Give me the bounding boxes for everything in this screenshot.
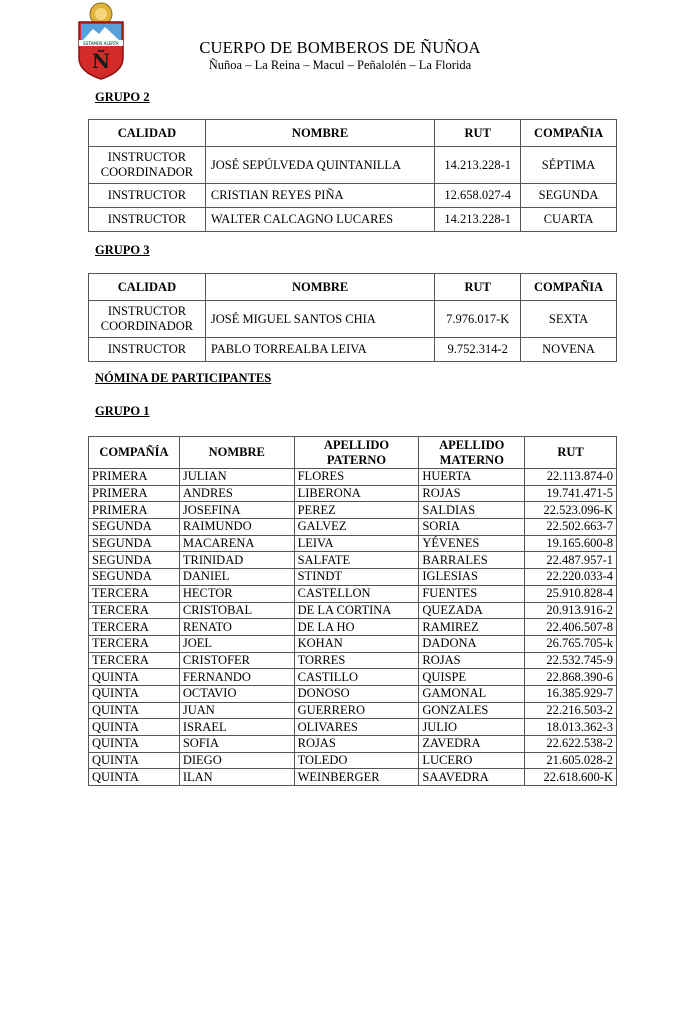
table-row <box>89 669 617 686</box>
cell-rut: 18.013.362-3 <box>525 719 617 736</box>
cell-apellido-materno: FUENTES <box>419 585 525 602</box>
table-header-row <box>89 274 617 301</box>
table-row <box>89 485 617 502</box>
cell-rut: 9.752.314-2 <box>435 338 521 362</box>
col-calidad: CALIDAD <box>89 120 206 147</box>
cell-apellido-materno: RAMIREZ <box>419 619 525 636</box>
cell-apellido-paterno: ROJAS <box>294 736 419 753</box>
cell-apellido-materno: ROJAS <box>419 652 525 669</box>
cell-rut: 26.765.705-k <box>525 635 617 652</box>
cell-apellido-materno: QUEZADA <box>419 602 525 619</box>
cell-rut: 7.976.017-K <box>435 301 521 338</box>
cell-apellido-paterno: LIBERONA <box>294 485 419 502</box>
table-row <box>89 301 617 338</box>
cell-apellido-paterno: FLORES <box>294 469 419 486</box>
cell-apellido-materno: GAMONAL <box>419 685 525 702</box>
table-header-row <box>89 120 617 147</box>
cell-nombre: JOEL <box>179 635 294 652</box>
cell-rut: 22.523.096-K <box>525 502 617 519</box>
cell-apellido-materno: HUERTA <box>419 469 525 486</box>
cell-compania: QUINTA <box>89 769 180 786</box>
cell-compania: QUINTA <box>89 719 180 736</box>
cell-rut: 22.502.663-7 <box>525 519 617 536</box>
cell-compania: SEXTA <box>521 301 617 338</box>
table-row <box>89 208 617 232</box>
cell-compania: TERCERA <box>89 635 180 652</box>
cell-rut: 19.165.600-8 <box>525 535 617 552</box>
grupo2-label: GRUPO 2 <box>95 90 150 104</box>
cell-nombre: ILAN <box>179 769 294 786</box>
cell-compania: PRIMERA <box>89 502 180 519</box>
cell-apellido-paterno: KOHAN <box>294 635 419 652</box>
table-row <box>89 635 617 652</box>
cell-apellido-paterno: DE LA CORTINA <box>294 602 419 619</box>
table-row <box>89 147 617 184</box>
col-apellido-materno: APELLIDO MATERNO <box>419 437 525 469</box>
cell-nombre: JOSÉ MIGUEL SANTOS CHIA <box>205 301 434 338</box>
cell-rut: 22.406.507-8 <box>525 619 617 636</box>
cell-compania: NOVENA <box>521 338 617 362</box>
col-apellido-paterno: APELLIDO PATERNO <box>294 437 419 469</box>
cell-rut: 12.658.027-4 <box>435 184 521 208</box>
cell-nombre: CRISTOBAL <box>179 602 294 619</box>
cell-nombre: PABLO TORREALBA LEIVA <box>205 338 434 362</box>
svg-text:ESTAMOS ALERTA: ESTAMOS ALERTA <box>83 41 119 46</box>
col-calidad: CALIDAD <box>89 274 206 301</box>
bomberos-logo <box>75 2 127 80</box>
cell-apellido-materno: IGLESIAS <box>419 569 525 586</box>
table-row <box>89 502 617 519</box>
cell-rut: 22.487.957-1 <box>525 552 617 569</box>
cell-nombre: JULIAN <box>179 469 294 486</box>
cell-rut: 20.913.916-2 <box>525 602 617 619</box>
cell-compania: CUARTA <box>521 208 617 232</box>
cell-apellido-materno: SORIA <box>419 519 525 536</box>
cell-calidad: INSTRUCTOR COORDINADOR <box>89 301 206 338</box>
cell-nombre: DIEGO <box>179 752 294 769</box>
cell-compania: SÉPTIMA <box>521 147 617 184</box>
table-row <box>89 519 617 536</box>
cell-nombre: RAIMUNDO <box>179 519 294 536</box>
cell-rut: 22.113.874-0 <box>525 469 617 486</box>
cell-compania: SEGUNDA <box>89 535 180 552</box>
table-row <box>89 535 617 552</box>
cell-nombre: TRINIDAD <box>179 552 294 569</box>
col-nombre: NOMBRE <box>179 437 294 469</box>
col-compania: COMPAÑIA <box>521 274 617 301</box>
grupo1-label: GRUPO 1 <box>95 404 150 418</box>
cell-apellido-materno: GONZALES <box>419 702 525 719</box>
table-row <box>89 769 617 786</box>
cell-apellido-paterno: DONOSO <box>294 685 419 702</box>
page-subtitle: Ñuñoa – La Reina – Macul – Peñalolén – La Florida <box>208 58 472 72</box>
table-row <box>89 469 617 486</box>
cell-apellido-paterno: PEREZ <box>294 502 419 519</box>
cell-apellido-materno: LUCERO <box>419 752 525 769</box>
col-compania: COMPAÑIA <box>521 120 617 147</box>
cell-calidad: INSTRUCTOR <box>89 338 206 362</box>
col-nombre: NOMBRE <box>205 120 434 147</box>
cell-apellido-paterno: OLIVARES <box>294 719 419 736</box>
cell-nombre: RENATO <box>179 619 294 636</box>
cell-apellido-paterno: CASTELLON <box>294 585 419 602</box>
cell-apellido-materno: BARRALES <box>419 552 525 569</box>
table-row <box>89 736 617 753</box>
cell-nombre: ISRAEL <box>179 719 294 736</box>
cell-calidad: INSTRUCTOR COORDINADOR <box>89 147 206 184</box>
cell-rut: 22.532.745-9 <box>525 652 617 669</box>
table-row <box>89 619 617 636</box>
cell-compania: QUINTA <box>89 752 180 769</box>
cell-nombre: JOSEFINA <box>179 502 294 519</box>
table-row <box>89 752 617 769</box>
cell-nombre: OCTAVIO <box>179 685 294 702</box>
participantes-table <box>88 436 617 786</box>
table-row <box>89 585 617 602</box>
cell-nombre: MACARENA <box>179 535 294 552</box>
cell-rut: 22.868.390-6 <box>525 669 617 686</box>
cell-nombre: CRISTOFER <box>179 652 294 669</box>
grupo3-table <box>88 273 617 362</box>
cell-nombre: SOFIA <box>179 736 294 753</box>
cell-nombre: FERNANDO <box>179 669 294 686</box>
cell-apellido-materno: ROJAS <box>419 485 525 502</box>
cell-rut: 25.910.828-4 <box>525 585 617 602</box>
cell-calidad: INSTRUCTOR <box>89 184 206 208</box>
col-rut: RUT <box>525 437 617 469</box>
cell-compania: QUINTA <box>89 736 180 753</box>
cell-apellido-materno: JULIO <box>419 719 525 736</box>
cell-apellido-paterno: CASTILLO <box>294 669 419 686</box>
cell-compania: TERCERA <box>89 619 180 636</box>
cell-apellido-paterno: TORRES <box>294 652 419 669</box>
cell-rut: 22.216.503-2 <box>525 702 617 719</box>
grupo2-table <box>88 119 617 232</box>
cell-compania: SEGUNDA <box>89 519 180 536</box>
svg-text:Ñ: Ñ <box>91 49 111 73</box>
grupo3-label: GRUPO 3 <box>95 243 150 257</box>
cell-rut: 19.741.471-5 <box>525 485 617 502</box>
page-title: CUERPO DE BOMBEROS DE ÑUÑOA <box>199 38 481 57</box>
cell-apellido-paterno: GUERRERO <box>294 702 419 719</box>
cell-nombre: CRISTIAN REYES PIÑA <box>205 184 434 208</box>
cell-rut: 14.213.228-1 <box>435 147 521 184</box>
table-row <box>89 552 617 569</box>
cell-nombre: DANIEL <box>179 569 294 586</box>
table-row <box>89 702 617 719</box>
cell-compania: TERCERA <box>89 652 180 669</box>
cell-nombre: JOSÉ SEPÚLVEDA QUINTANILLA <box>205 147 434 184</box>
cell-apellido-paterno: WEINBERGER <box>294 769 419 786</box>
cell-rut: 16.385.929-7 <box>525 685 617 702</box>
col-nombre: NOMBRE <box>205 274 434 301</box>
cell-compania: QUINTA <box>89 702 180 719</box>
table-row <box>89 685 617 702</box>
cell-apellido-materno: SAAVEDRA <box>419 769 525 786</box>
cell-rut: 14.213.228-1 <box>435 208 521 232</box>
col-compania: COMPAÑÍA <box>89 437 180 469</box>
cell-apellido-materno: ZAVEDRA <box>419 736 525 753</box>
cell-compania: SEGUNDA <box>89 569 180 586</box>
cell-apellido-materno: QUISPE <box>419 669 525 686</box>
table-row <box>89 602 617 619</box>
col-rut: RUT <box>435 274 521 301</box>
cell-rut: 22.618.600-K <box>525 769 617 786</box>
cell-rut: 21.605.028-2 <box>525 752 617 769</box>
table-row <box>89 569 617 586</box>
cell-compania: SEGUNDA <box>89 552 180 569</box>
table-row <box>89 338 617 362</box>
cell-compania: QUINTA <box>89 685 180 702</box>
cell-rut: 22.622.538-2 <box>525 736 617 753</box>
table-row <box>89 719 617 736</box>
col-rut: RUT <box>435 120 521 147</box>
cell-apellido-materno: DADONA <box>419 635 525 652</box>
cell-apellido-paterno: DE LA HO <box>294 619 419 636</box>
nomina-label: NÓMINA DE PARTICIPANTES <box>95 371 272 385</box>
cell-calidad: INSTRUCTOR <box>89 208 206 232</box>
cell-apellido-paterno: LEIVA <box>294 535 419 552</box>
table-header-row <box>89 437 617 469</box>
cell-compania: TERCERA <box>89 585 180 602</box>
cell-apellido-materno: YÉVENES <box>419 535 525 552</box>
table-row <box>89 652 617 669</box>
cell-nombre: ANDRES <box>179 485 294 502</box>
cell-apellido-paterno: GALVEZ <box>294 519 419 536</box>
cell-compania: PRIMERA <box>89 469 180 486</box>
cell-nombre: HECTOR <box>179 585 294 602</box>
cell-apellido-paterno: STINDT <box>294 569 419 586</box>
cell-compania: SEGUNDA <box>521 184 617 208</box>
cell-compania: PRIMERA <box>89 485 180 502</box>
cell-compania: TERCERA <box>89 602 180 619</box>
table-row <box>89 184 617 208</box>
cell-apellido-paterno: TOLEDO <box>294 752 419 769</box>
cell-nombre: JUAN <box>179 702 294 719</box>
cell-apellido-paterno: SALFATE <box>294 552 419 569</box>
cell-apellido-materno: SALDIAS <box>419 502 525 519</box>
cell-nombre: WALTER CALCAGNO LUCARES <box>205 208 434 232</box>
cell-rut: 22.220.033-4 <box>525 569 617 586</box>
cell-compania: QUINTA <box>89 669 180 686</box>
